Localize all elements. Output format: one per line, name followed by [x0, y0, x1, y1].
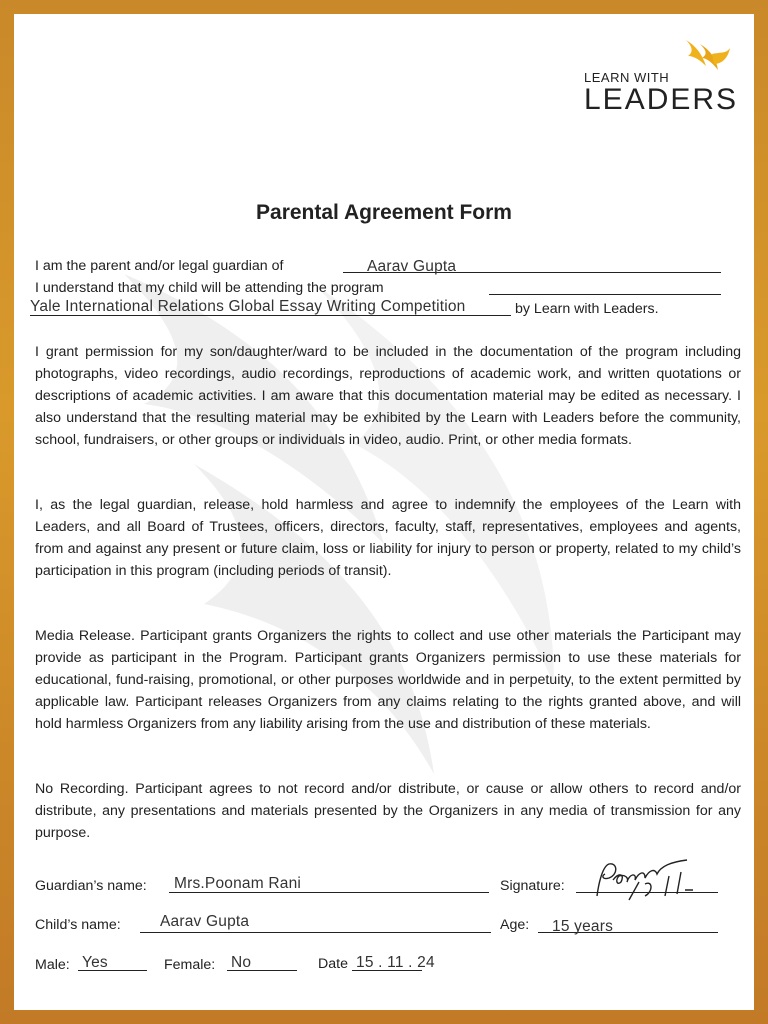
- program-value[interactable]: Yale International Relations Global Essay Writing Competition: [30, 298, 466, 315]
- guardian-name-value[interactable]: Mrs.Poonam Rani: [174, 875, 302, 892]
- date-value[interactable]: 15 . 11 . 24: [356, 954, 435, 971]
- learn-with-leaders-logo: [584, 36, 744, 116]
- logo-line1: LEARN WITH: [584, 70, 670, 85]
- program-label: I understand that my child will be attending the program: [35, 280, 384, 296]
- childs-name-value[interactable]: Aarav Gupta: [160, 913, 250, 930]
- program-line: [489, 294, 721, 295]
- no-recording-paragraph: No Recording. Participant agrees to not record and/or distribute, or cause or allow others to record and/or distribute, any presentations and materials presented by the Organizers in any media of transmission for any purpose.: [35, 781, 741, 841]
- program-suffix: by Learn with Leaders.: [515, 301, 659, 317]
- program-value-line: [30, 315, 511, 316]
- form-page: [14, 14, 754, 1010]
- guardian-of-label: I am the parent and/or legal guardian of: [35, 258, 284, 274]
- release-paragraph: I, as the legal guardian, release, hold harmless and agree to indemnify the employees of the Learn with Leaders, and all Board of Trustees, officers, directors, faculty, staff, representatives, employees and agents, from and against any present or future claim, loss or liability for injury to person or property, related to my child’s participation in this program (including periods of transit).: [35, 497, 741, 579]
- media-release-paragraph: Media Release. Participant grants Organizers the rights to collect and use other materials the Participant may provide as participant in the Program. Participant grants Organizers permission to use these materials for educational, fund-raising, promotional, or other purposes worldwide and in perpetuity, to the extent permitted by applicable law. Participant releases Organizers from any claims relating to the rights granted above, and will hold harmless Organizers from any liability arising from the use and distribution of these materials.: [35, 628, 741, 732]
- date-label: Date: [318, 956, 348, 972]
- male-label: Male:: [35, 957, 70, 973]
- guardian-of-value[interactable]: Aarav Gupta: [367, 258, 457, 275]
- permission-paragraph: I grant permission for my son/daughter/ward to be included in the documentation of the program including photographs, video recordings, audio recordings, reproductions of academic work, and written quotations or descriptions of academic activities. I am aware that this documentation material may be edited as necessary. I also understand that the resulting material may be exhibited by the Learn with Leaders before the community, school, fundraisers, or other groups or individuals in video, audio. Print, or other media formats.: [35, 344, 741, 448]
- handwritten-signature-icon: [589, 856, 699, 906]
- bird-icon: [682, 36, 732, 80]
- signature-label: Signature:: [500, 878, 565, 894]
- childs-name-label: Child’s name:: [35, 917, 121, 933]
- female-value[interactable]: No: [231, 954, 252, 971]
- childs-name-line: [140, 932, 491, 933]
- form-title: Parental Agreement Form: [256, 201, 512, 224]
- guardian-name-label: Guardian’s name:: [35, 878, 147, 894]
- logo-line2: LEADERS: [584, 83, 739, 116]
- male-value[interactable]: Yes: [82, 954, 108, 971]
- age-label: Age:: [500, 917, 530, 933]
- female-label: Female:: [164, 957, 216, 973]
- age-value[interactable]: 15 years: [552, 918, 614, 935]
